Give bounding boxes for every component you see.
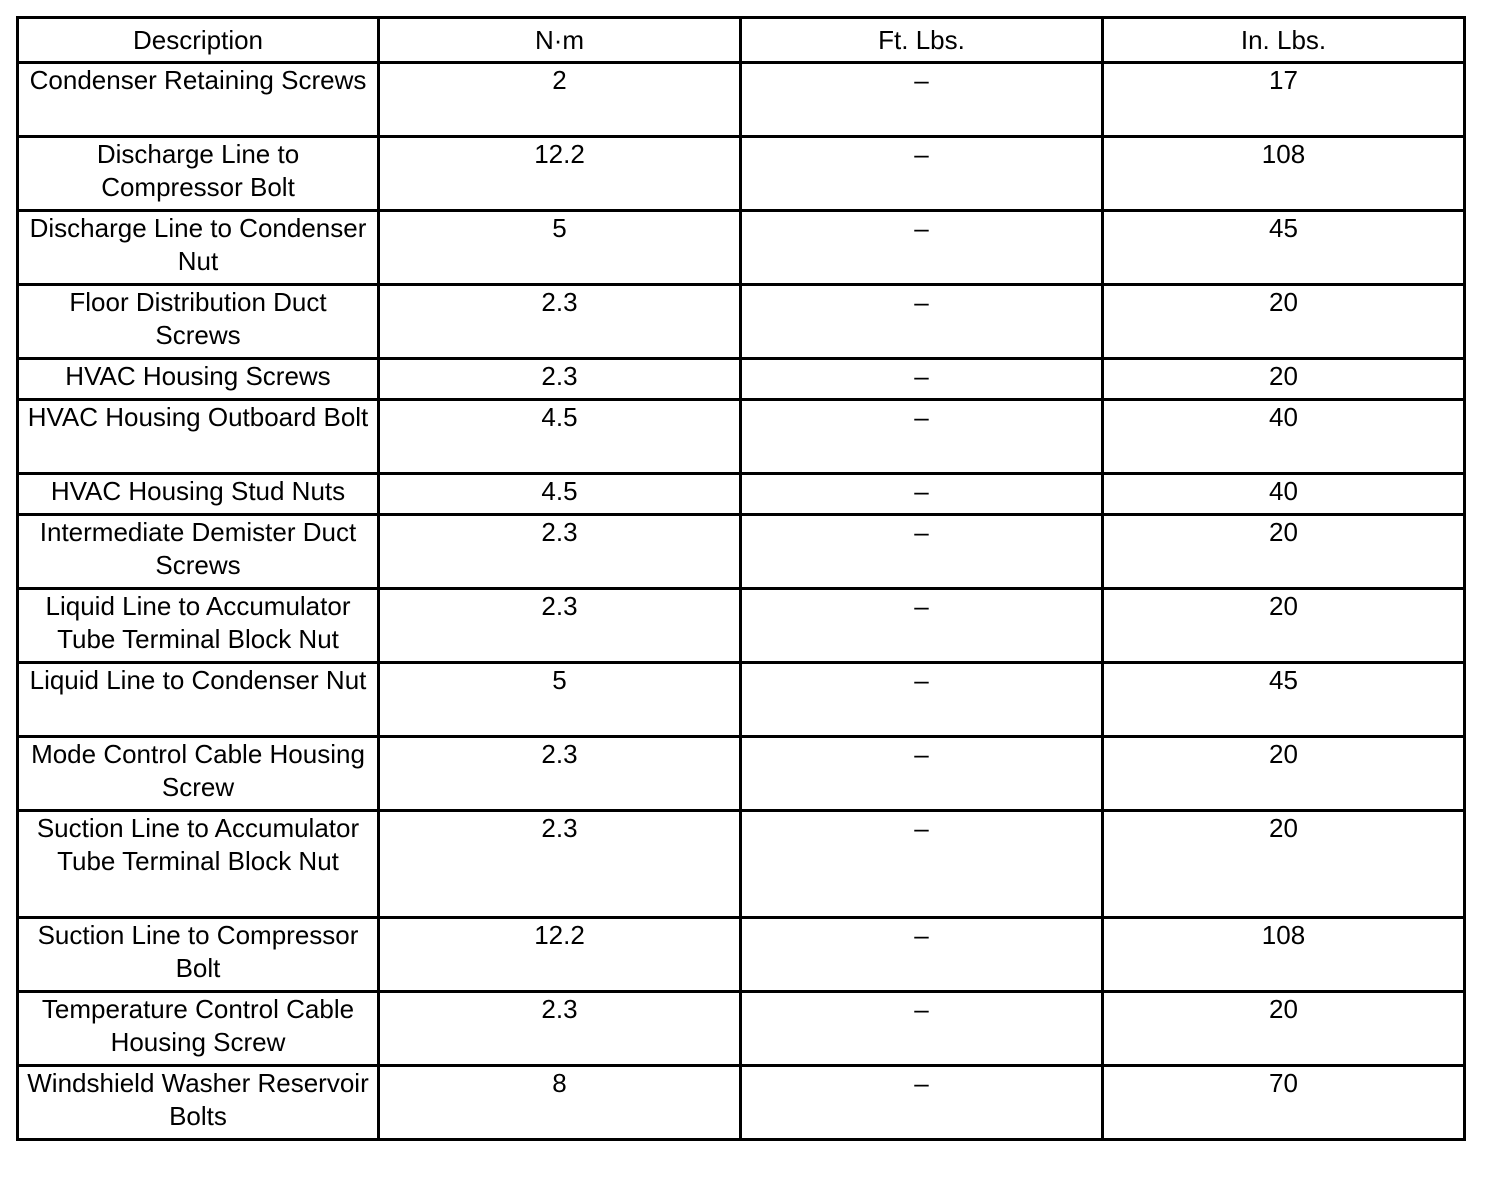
ft-lbs-cell: – [741, 137, 1103, 211]
in-lbs-cell: 17 [1103, 63, 1465, 137]
ft-lbs-cell: – [741, 811, 1103, 918]
column-header-description: Description [18, 18, 379, 63]
description-cell: Condenser Retaining Screws [18, 63, 379, 137]
table-row [18, 992, 1465, 1066]
in-lbs-cell: 20 [1103, 515, 1465, 589]
in-lbs-cell: 70 [1103, 1066, 1465, 1140]
in-lbs-cell: 20 [1103, 589, 1465, 663]
description-cell: HVAC Housing Outboard Bolt [18, 400, 379, 474]
description-cell: Suction Line to Accumulator Tube Terminal Block Nut [18, 811, 379, 918]
in-lbs-cell: 20 [1103, 359, 1465, 400]
in-lbs-cell: 20 [1103, 285, 1465, 359]
in-lbs-cell: 20 [1103, 992, 1465, 1066]
torque-spec-table-container [16, 16, 1463, 1141]
ft-lbs-cell: – [741, 211, 1103, 285]
table-row [18, 663, 1465, 737]
description-cell: Floor Distribution Duct Screws [18, 285, 379, 359]
in-lbs-cell: 40 [1103, 474, 1465, 515]
nm-cell: 5 [379, 211, 741, 285]
table-row [18, 515, 1465, 589]
description-cell: Discharge Line to Compressor Bolt [18, 137, 379, 211]
table-row [18, 400, 1465, 474]
table-row [18, 137, 1465, 211]
nm-cell: 12.2 [379, 137, 741, 211]
nm-cell: 12.2 [379, 918, 741, 992]
ft-lbs-cell: – [741, 918, 1103, 992]
table-row [18, 359, 1465, 400]
table-row [18, 285, 1465, 359]
in-lbs-cell: 108 [1103, 137, 1465, 211]
nm-cell: 4.5 [379, 474, 741, 515]
description-cell: Mode Control Cable Housing Screw [18, 737, 379, 811]
nm-cell: 2.3 [379, 589, 741, 663]
ft-lbs-cell: – [741, 1066, 1103, 1140]
column-header-ft-lbs: Ft. Lbs. [741, 18, 1103, 63]
description-cell: Discharge Line to Condenser Nut [18, 211, 379, 285]
nm-cell: 2 [379, 63, 741, 137]
nm-cell: 5 [379, 663, 741, 737]
ft-lbs-cell: – [741, 515, 1103, 589]
nm-cell: 2.3 [379, 359, 741, 400]
table-body [18, 63, 1465, 1140]
ft-lbs-cell: – [741, 992, 1103, 1066]
table-row [18, 589, 1465, 663]
description-cell: Windshield Washer Reservoir Bolts [18, 1066, 379, 1140]
table-row [18, 1066, 1465, 1140]
in-lbs-cell: 45 [1103, 663, 1465, 737]
table-row [18, 737, 1465, 811]
table-row [18, 811, 1465, 918]
ft-lbs-cell: – [741, 359, 1103, 400]
table-row [18, 474, 1465, 515]
description-cell: Intermediate Demister Duct Screws [18, 515, 379, 589]
ft-lbs-cell: – [741, 63, 1103, 137]
ft-lbs-cell: – [741, 400, 1103, 474]
nm-cell: 2.3 [379, 992, 741, 1066]
description-cell: Suction Line to Compressor Bolt [18, 918, 379, 992]
description-cell: HVAC Housing Stud Nuts [18, 474, 379, 515]
header-row [18, 18, 1465, 63]
column-header-in-lbs: In. Lbs. [1103, 18, 1465, 63]
description-cell: HVAC Housing Screws [18, 359, 379, 400]
table-row [18, 918, 1465, 992]
description-cell: Liquid Line to Accumulator Tube Terminal Block Nut [18, 589, 379, 663]
ft-lbs-cell: – [741, 474, 1103, 515]
table-header [18, 18, 1465, 63]
nm-cell: 2.3 [379, 515, 741, 589]
nm-cell: 2.3 [379, 285, 741, 359]
in-lbs-cell: 45 [1103, 211, 1465, 285]
nm-cell: 8 [379, 1066, 741, 1140]
description-cell: Liquid Line to Condenser Nut [18, 663, 379, 737]
in-lbs-cell: 40 [1103, 400, 1465, 474]
torque-spec-table [16, 16, 1466, 1141]
nm-cell: 4.5 [379, 400, 741, 474]
in-lbs-cell: 20 [1103, 811, 1465, 918]
column-header-nm: N·m [379, 18, 741, 63]
ft-lbs-cell: – [741, 589, 1103, 663]
nm-cell: 2.3 [379, 737, 741, 811]
in-lbs-cell: 20 [1103, 737, 1465, 811]
description-cell: Temperature Control Cable Housing Screw [18, 992, 379, 1066]
table-row [18, 211, 1465, 285]
in-lbs-cell: 108 [1103, 918, 1465, 992]
nm-cell: 2.3 [379, 811, 741, 918]
ft-lbs-cell: – [741, 285, 1103, 359]
table-row [18, 63, 1465, 137]
ft-lbs-cell: – [741, 663, 1103, 737]
ft-lbs-cell: – [741, 737, 1103, 811]
